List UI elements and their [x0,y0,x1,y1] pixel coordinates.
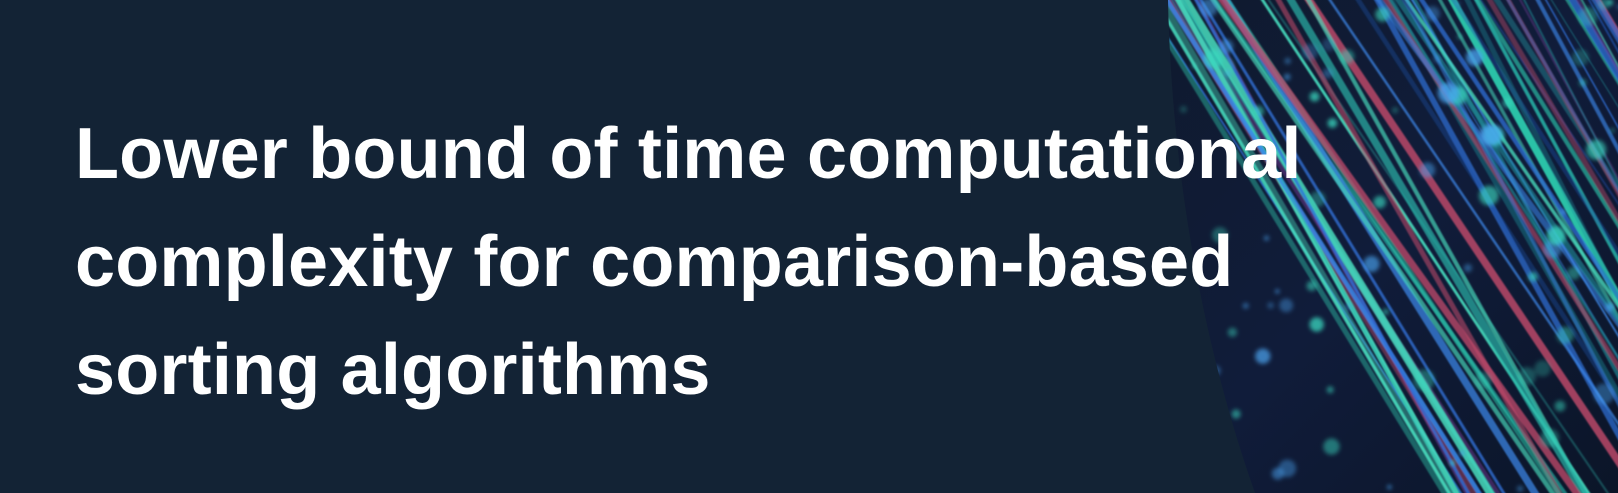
title-line-2: complexity for comparison-based [75,222,1234,302]
bokeh-dot [1413,369,1434,390]
bokeh-dot [1216,477,1221,482]
bokeh-dot [1480,124,1502,146]
bokeh-dot [1323,438,1339,454]
bokeh-dot [1420,162,1435,177]
bokeh-dot [1540,429,1559,448]
bokeh-dot [1192,64,1196,68]
bokeh-dot [1375,7,1389,21]
bokeh-dot [1438,82,1459,103]
bokeh-dot [1340,50,1354,64]
bokeh-dot [1479,186,1499,206]
bokeh-dot [1433,54,1442,63]
bokeh-dot [1610,128,1615,133]
bokeh-dot [1284,74,1291,81]
bokeh-dot [1517,486,1523,492]
bokeh-dot [1474,372,1491,389]
bokeh-dot [1459,450,1465,456]
bokeh-dot [1555,401,1566,412]
bokeh-dot [1586,140,1606,160]
bokeh-dot [1528,272,1537,281]
bokeh-dot [1450,460,1456,466]
bokeh-dot [1534,360,1550,376]
bokeh-dot [1392,107,1398,113]
bokeh-dot [1374,196,1386,208]
bokeh-dot [1219,39,1234,54]
bokeh-dot [1216,57,1235,76]
bokeh-dot [1572,49,1589,66]
bokeh-dot [1567,267,1580,280]
bokeh-dot [1425,6,1440,21]
page-title [75,100,1375,424]
bokeh-dot [1518,367,1536,385]
bokeh-dot [1547,226,1566,245]
bokeh-dot [1152,59,1162,69]
bokeh-dot [1579,79,1586,86]
bokeh-dot [1557,327,1574,344]
bokeh-dot [1323,68,1333,78]
title-line-3: sorting algorithms [75,330,711,410]
bokeh-dot [1322,38,1335,51]
bokeh-dot [1464,264,1472,272]
bokeh-dot [1464,455,1471,462]
bokeh-dot [1561,209,1566,214]
bokeh-dot [1606,303,1614,311]
bokeh-dot [1578,7,1597,26]
title-line-1: Lower bound of time computational [75,114,1302,194]
bokeh-dot [1455,2,1459,6]
bokeh-dot [1387,485,1391,489]
bokeh-dot [1382,309,1389,316]
bokeh-dot [1466,49,1483,66]
bokeh-dot [1458,35,1462,39]
bokeh-dot [1302,44,1318,60]
bokeh-dot [1272,468,1284,480]
bokeh-dot [1594,383,1615,404]
bokeh-dot [1502,98,1512,108]
bokeh-dot [1285,58,1291,64]
